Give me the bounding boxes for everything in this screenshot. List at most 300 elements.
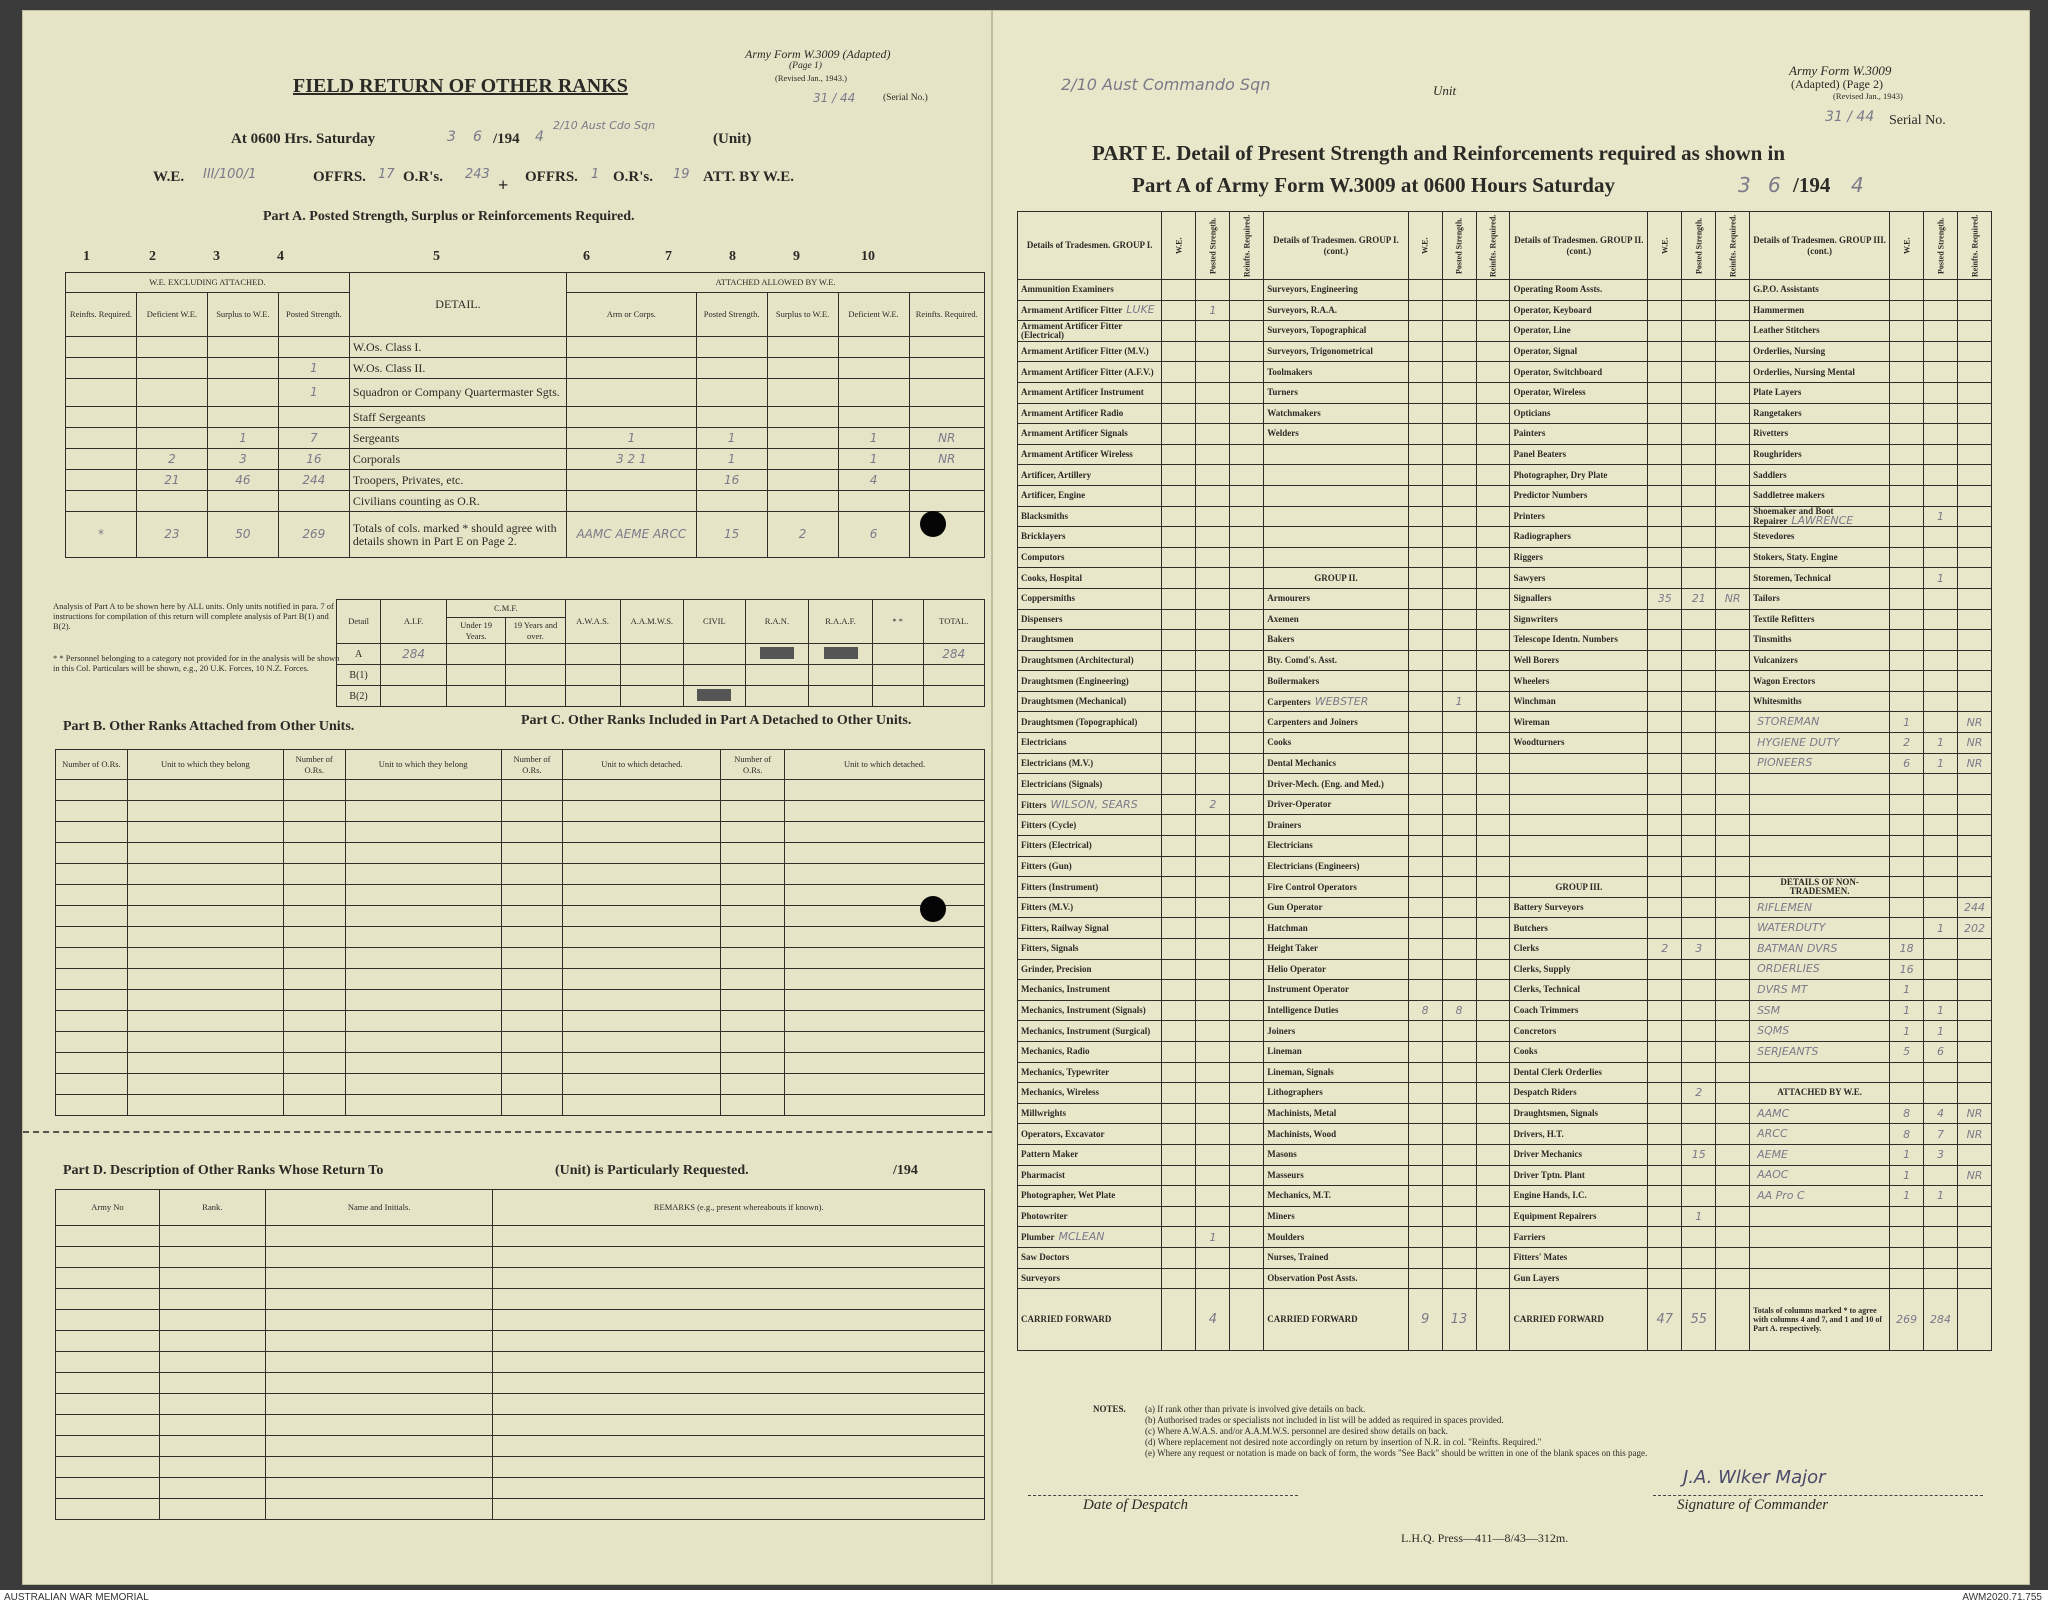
trade-name: Watchmakers xyxy=(1267,407,1321,418)
trade-label xyxy=(1750,280,1890,301)
cell-value xyxy=(696,379,767,407)
empty-cell xyxy=(785,822,985,843)
h-civil: CIVIL xyxy=(684,600,745,644)
cell-value xyxy=(1890,774,1924,795)
table-row xyxy=(56,1074,985,1095)
we-excl-header: W.E. EXCLUDING ATTACHED. xyxy=(66,273,350,293)
empty-cell xyxy=(127,969,283,990)
column-number: 8 xyxy=(729,249,736,264)
table-row xyxy=(1018,403,1992,424)
empty-cell xyxy=(56,1226,160,1247)
cell-value xyxy=(1648,774,1682,795)
cell-value xyxy=(1442,1124,1476,1145)
trade-name: Intelligence Duties xyxy=(1267,1005,1339,1016)
empty-cell xyxy=(345,990,501,1011)
cell-value xyxy=(1196,609,1230,630)
cell-value xyxy=(1890,650,1924,671)
cell-value xyxy=(1408,856,1442,877)
cell-value xyxy=(1716,403,1750,424)
trade-name: Photographer, Dry Plate xyxy=(1513,469,1608,480)
trade-name: Draughtsmen, Signals xyxy=(1513,1108,1598,1119)
empty-cell xyxy=(265,1226,493,1247)
aif-value xyxy=(381,665,447,686)
trade-name: Orderlies, Nursing xyxy=(1753,346,1826,357)
h-awas: A.W.A.S. xyxy=(565,600,620,644)
cell-value xyxy=(66,491,137,512)
at-line: At 0600 Hrs. Saturday xyxy=(231,131,376,147)
cell-value xyxy=(1924,527,1958,548)
trade-label xyxy=(1510,588,1648,609)
cell-value xyxy=(1442,547,1476,568)
serial-label: Serial No. xyxy=(1889,113,1946,128)
pc-h4: Unit to which detached. xyxy=(785,750,985,780)
cell-value xyxy=(1716,341,1750,362)
empty-cell xyxy=(265,1310,493,1331)
empty-cell xyxy=(159,1373,265,1394)
empty-cell xyxy=(56,780,128,801)
cell-value xyxy=(1648,506,1682,527)
cell-value xyxy=(872,686,923,707)
empty-cell xyxy=(159,1268,265,1289)
cell-value: 2 xyxy=(1682,1083,1716,1104)
cell-value xyxy=(1230,300,1264,321)
cell-value: 3 xyxy=(1924,1144,1958,1165)
part-a-title: Part A. Posted Strength, Surplus or Reinforcements Required. xyxy=(263,209,635,224)
cell-value xyxy=(1648,1103,1682,1124)
cell-value xyxy=(745,686,809,707)
trade-label xyxy=(1750,609,1890,630)
cell-value xyxy=(1196,733,1230,754)
empty-cell xyxy=(785,1053,985,1074)
table-row xyxy=(66,491,985,512)
trade-name: Panel Beaters xyxy=(1513,449,1567,460)
part-c-title: Part C. Other Ranks Included in Part A Detached to Other Units. xyxy=(521,713,912,728)
cell-value xyxy=(745,644,809,665)
cell-value xyxy=(1442,588,1476,609)
table-row xyxy=(56,780,985,801)
cell-value xyxy=(1230,1186,1264,1207)
cell-value xyxy=(1230,691,1264,712)
cell-value xyxy=(1890,527,1924,548)
cell-value xyxy=(1230,382,1264,403)
att-label: ATT. BY W.E. xyxy=(703,169,795,185)
empty-cell xyxy=(501,948,563,969)
trade-label xyxy=(1750,527,1890,548)
empty-cell xyxy=(785,990,985,1011)
header-row xyxy=(1018,212,1992,280)
empty-cell xyxy=(265,1373,493,1394)
cell-value xyxy=(136,407,207,428)
cell-value: 6 xyxy=(838,512,909,558)
table-row xyxy=(56,1226,985,1247)
note-line: (a) If rank other than private is involved give details on back. xyxy=(1145,1404,1366,1414)
column-number: 3 xyxy=(213,249,220,264)
cell-value xyxy=(1230,959,1264,980)
total-value: 284 xyxy=(1924,1289,1958,1351)
cell-value xyxy=(1476,712,1510,733)
trade-name: Electricians xyxy=(1267,840,1313,851)
cell-value xyxy=(1408,280,1442,301)
handwritten-entry: RIFLEMEN xyxy=(1757,900,1813,914)
cell-value xyxy=(1890,1227,1924,1248)
cell-value xyxy=(1924,856,1958,877)
cell-value xyxy=(1162,918,1196,939)
cell-value: 1 xyxy=(1924,1000,1958,1021)
empty-cell xyxy=(127,885,283,906)
empty-cell xyxy=(56,1394,160,1415)
analysis-table xyxy=(336,599,985,707)
cell-value xyxy=(1230,1041,1264,1062)
cell-value xyxy=(1196,630,1230,651)
empty-cell xyxy=(501,1011,563,1032)
column-number: 10 xyxy=(861,249,875,264)
empty-cell xyxy=(283,801,345,822)
cell-value xyxy=(1442,321,1476,342)
trade-name: Engine Hands, I.C. xyxy=(1513,1190,1587,1201)
trade-name: Shoemaker and Boot Repairer xyxy=(1753,506,1834,526)
cell-value xyxy=(1162,362,1196,383)
trade-label xyxy=(1264,753,1408,774)
cell-value xyxy=(1442,1144,1476,1165)
we-value: III/100/1 xyxy=(203,167,257,182)
value-header: W.E. xyxy=(1648,212,1682,280)
trade-label xyxy=(1264,980,1408,1001)
cell-value: NR xyxy=(909,449,985,470)
table-row xyxy=(1018,341,1992,362)
cell-value xyxy=(1442,382,1476,403)
handwritten-entry: SQMS xyxy=(1757,1024,1790,1038)
cell-value xyxy=(1196,547,1230,568)
trade-name: Drainers xyxy=(1267,819,1302,830)
cell-value xyxy=(909,470,985,491)
cell-value xyxy=(1648,671,1682,692)
table-row xyxy=(1018,1062,1992,1083)
empty-cell xyxy=(345,1095,501,1116)
cell-value xyxy=(767,337,838,358)
cell-value xyxy=(1196,527,1230,548)
trade-label xyxy=(1018,362,1162,383)
cell-value xyxy=(1958,465,1992,486)
empty-cell xyxy=(127,780,283,801)
trade-label xyxy=(1510,877,1648,898)
cell-value xyxy=(1924,362,1958,383)
cell-value xyxy=(1408,733,1442,754)
cell-value xyxy=(1648,650,1682,671)
cell-value xyxy=(1230,774,1264,795)
cell-value xyxy=(1476,506,1510,527)
cell-value xyxy=(1230,877,1264,898)
cell-value xyxy=(1162,877,1196,898)
table-row xyxy=(56,1011,985,1032)
cell-value xyxy=(1958,588,1992,609)
shaded-box xyxy=(697,689,731,701)
row-detail: Sergeants xyxy=(349,428,566,449)
table-row xyxy=(56,1457,985,1478)
trade-label xyxy=(1018,1124,1162,1145)
empty-cell xyxy=(127,906,283,927)
trade-name: GROUP II. xyxy=(1314,572,1358,583)
table-row xyxy=(56,1436,985,1457)
form-id: Army Form W.3009 xyxy=(1789,63,1892,78)
trade-label xyxy=(1264,506,1408,527)
empty-cell xyxy=(721,1074,785,1095)
trade-label xyxy=(1750,1268,1890,1289)
cell-value xyxy=(1958,836,1992,857)
empty-cell xyxy=(563,927,721,948)
trade-name: G.P.O. Assistants xyxy=(1753,284,1819,295)
cell-value xyxy=(1716,691,1750,712)
trade-name: Mechanics, M.T. xyxy=(1267,1190,1332,1201)
trade-name: Turners xyxy=(1267,387,1298,398)
column-number: 7 xyxy=(665,249,672,264)
trade-label xyxy=(1750,300,1890,321)
table-row xyxy=(56,1032,985,1053)
table-row xyxy=(1018,774,1992,795)
cell-value: NR xyxy=(1958,1103,1992,1124)
cell-value xyxy=(1648,1021,1682,1042)
trade-label xyxy=(1750,1124,1890,1145)
cell-value xyxy=(207,379,278,407)
trade-name: Signwriters xyxy=(1513,613,1558,624)
cell-value xyxy=(1648,1062,1682,1083)
cell-value: NR xyxy=(1958,1124,1992,1145)
cell-value xyxy=(1196,362,1230,383)
shaded-box xyxy=(824,647,858,659)
cell-value xyxy=(1716,609,1750,630)
cell-value xyxy=(1890,485,1924,506)
cell-value: 1 xyxy=(1682,1206,1716,1227)
trade-label xyxy=(1018,1268,1162,1289)
trade-name: Fitters (Gun) xyxy=(1021,860,1072,871)
cell-value xyxy=(1682,485,1716,506)
empty-cell xyxy=(493,1436,985,1457)
cell-value xyxy=(1196,1186,1230,1207)
cell-value xyxy=(1924,403,1958,424)
cell-value xyxy=(1958,691,1992,712)
footer-right: AWM2020.71.755 xyxy=(1962,1592,2042,1603)
empty-cell xyxy=(283,864,345,885)
cell-value xyxy=(1648,1165,1682,1186)
cell-value xyxy=(1196,280,1230,301)
cell-value: 21 xyxy=(136,470,207,491)
trade-label xyxy=(1264,733,1408,754)
handwritten-entry: SERJEANTS xyxy=(1757,1044,1819,1058)
cell-value xyxy=(1230,1144,1264,1165)
trade-label xyxy=(1264,424,1408,445)
cell-value: 1 xyxy=(278,358,349,379)
row-label: B(2) xyxy=(337,686,381,707)
h-19over: 19 Years and over. xyxy=(506,618,565,644)
empty-cell xyxy=(493,1331,985,1352)
empty-cell xyxy=(56,1074,128,1095)
trade-name: Coach Trimmers xyxy=(1513,1005,1579,1016)
trade-label xyxy=(1264,897,1408,918)
cell-value xyxy=(1716,465,1750,486)
cell-value xyxy=(1408,650,1442,671)
cell-value xyxy=(1716,362,1750,383)
trade-label xyxy=(1018,506,1162,527)
punch-hole xyxy=(920,511,946,537)
empty-cell xyxy=(127,1053,283,1074)
trade-name: Masseurs xyxy=(1267,1169,1304,1180)
cell-value xyxy=(1476,1186,1510,1207)
cell-value xyxy=(1162,1103,1196,1124)
cell-value: 4 xyxy=(838,470,909,491)
trade-label xyxy=(1018,1021,1162,1042)
cell-value xyxy=(1230,794,1264,815)
trade-label xyxy=(1750,1103,1890,1124)
cell-value xyxy=(1958,794,1992,815)
value-header: W.E. xyxy=(1890,212,1924,280)
offrs2-value: 1 xyxy=(591,167,600,182)
cell-value xyxy=(1408,939,1442,960)
cell-value xyxy=(1890,1268,1924,1289)
cell-value xyxy=(1196,980,1230,1001)
cell-value xyxy=(1648,362,1682,383)
table-row xyxy=(1018,691,1992,712)
empty-cell xyxy=(493,1394,985,1415)
cell-value xyxy=(1890,382,1924,403)
empty-cell xyxy=(345,801,501,822)
cell-value xyxy=(1442,794,1476,815)
cell-value xyxy=(1924,959,1958,980)
cell-value xyxy=(1716,444,1750,465)
cell-value xyxy=(1682,630,1716,651)
cell-value xyxy=(207,407,278,428)
column-number: 1 xyxy=(83,249,90,264)
cell-value xyxy=(1476,280,1510,301)
cell-value xyxy=(1682,506,1716,527)
empty-cell xyxy=(563,1011,721,1032)
trade-name: Helio Operator xyxy=(1267,963,1326,974)
trade-name: Mechanics, Typewriter xyxy=(1021,1066,1110,1077)
cell-value xyxy=(1924,424,1958,445)
cell-value xyxy=(1716,1062,1750,1083)
h-deficient: Deficient W.E. xyxy=(136,293,207,337)
table-row xyxy=(1018,630,1992,651)
cell-value xyxy=(567,407,697,428)
cell-value xyxy=(1716,794,1750,815)
cell-value: 2 xyxy=(1890,733,1924,754)
cell-value xyxy=(1162,650,1196,671)
empty-cell xyxy=(56,1011,128,1032)
trade-name: Carpenters xyxy=(1267,696,1311,707)
h-aamws: A.A.M.W.S. xyxy=(620,600,684,644)
table-row xyxy=(1018,897,1992,918)
part-d-title-2: (Unit) is Particularly Requested. xyxy=(555,1163,749,1178)
trade-label xyxy=(1510,794,1648,815)
cell-value xyxy=(1162,733,1196,754)
part-e-title-2: Part A of Army Form W.3009 at 0600 Hours Saturday xyxy=(1132,173,1615,197)
trade-label xyxy=(1510,341,1648,362)
handwritten-entry: PIONEERS xyxy=(1757,756,1813,770)
trade-label xyxy=(1510,424,1648,445)
cell-value xyxy=(1648,1268,1682,1289)
cell-value xyxy=(567,379,697,407)
empty-cell xyxy=(127,801,283,822)
cell-value xyxy=(1648,403,1682,424)
empty-cell xyxy=(501,990,563,1011)
cell-value xyxy=(909,337,985,358)
cell-value xyxy=(1230,671,1264,692)
cell-value: 3 2 1 xyxy=(567,449,697,470)
empty-cell xyxy=(127,948,283,969)
cell-value xyxy=(1958,1000,1992,1021)
empty-cell xyxy=(785,1032,985,1053)
cell-value xyxy=(767,449,838,470)
cell-value: 2 xyxy=(1196,794,1230,815)
trade-name: Stokers, Staty. Engine xyxy=(1753,552,1838,563)
table-row xyxy=(1018,280,1992,301)
trade-label xyxy=(1510,1144,1648,1165)
cell-value xyxy=(1476,1227,1510,1248)
cell-value: 1 xyxy=(1924,506,1958,527)
trade-name: Storemen, Technical xyxy=(1753,572,1831,583)
empty-cell xyxy=(265,1415,493,1436)
cell-value xyxy=(66,407,137,428)
cell-value xyxy=(1476,918,1510,939)
cell-value xyxy=(1162,1000,1196,1021)
cell-value xyxy=(1648,1186,1682,1207)
cell-value xyxy=(1682,1062,1716,1083)
cell-value xyxy=(809,644,873,665)
cell-value xyxy=(1648,630,1682,651)
cell-value xyxy=(1476,774,1510,795)
trade-name: Hatchman xyxy=(1267,922,1308,933)
column-number: 4 xyxy=(277,249,284,264)
handwritten-entry: AAOC xyxy=(1757,1168,1789,1182)
cell-value xyxy=(207,491,278,512)
carried-value xyxy=(1230,1289,1264,1351)
table-row xyxy=(1018,362,1992,383)
trade-label xyxy=(1750,341,1890,362)
h-raaf: R.A.A.F. xyxy=(809,600,873,644)
cell-value: 1 xyxy=(1924,568,1958,589)
trade-name: Millwrights xyxy=(1021,1108,1066,1119)
cell-value xyxy=(1230,1206,1264,1227)
table-row xyxy=(56,1478,985,1499)
cell-value xyxy=(1682,424,1716,445)
trade-name: Masons xyxy=(1267,1149,1297,1160)
trade-label xyxy=(1264,485,1408,506)
pb-h2: Unit to which they belong xyxy=(127,750,283,780)
trade-label xyxy=(1018,815,1162,836)
trade-label xyxy=(1264,1165,1408,1186)
cell-value xyxy=(1162,897,1196,918)
empty-cell xyxy=(785,969,985,990)
trade-label xyxy=(1750,1021,1890,1042)
table-row xyxy=(1018,1041,1992,1062)
cell-value xyxy=(1408,671,1442,692)
trade-name: Leather Stitchers xyxy=(1753,325,1820,336)
carried-value: 4 xyxy=(1196,1289,1230,1351)
table-row xyxy=(56,1331,985,1352)
trade-name: Armament Artificer Fitter xyxy=(1021,305,1123,316)
trade-label xyxy=(1750,568,1890,589)
h-surplus: Surplus to W.E. xyxy=(207,293,278,337)
trade-label xyxy=(1018,959,1162,980)
cell-value xyxy=(1958,321,1992,342)
cell-value xyxy=(1476,753,1510,774)
tear-line xyxy=(23,1131,993,1133)
trade-label xyxy=(1264,527,1408,548)
cell-value xyxy=(278,407,349,428)
cell-value: 16 xyxy=(1890,959,1924,980)
trade-label xyxy=(1510,382,1648,403)
cell-value xyxy=(1648,444,1682,465)
cell-value xyxy=(1958,980,1992,1001)
cell-value xyxy=(1648,712,1682,733)
